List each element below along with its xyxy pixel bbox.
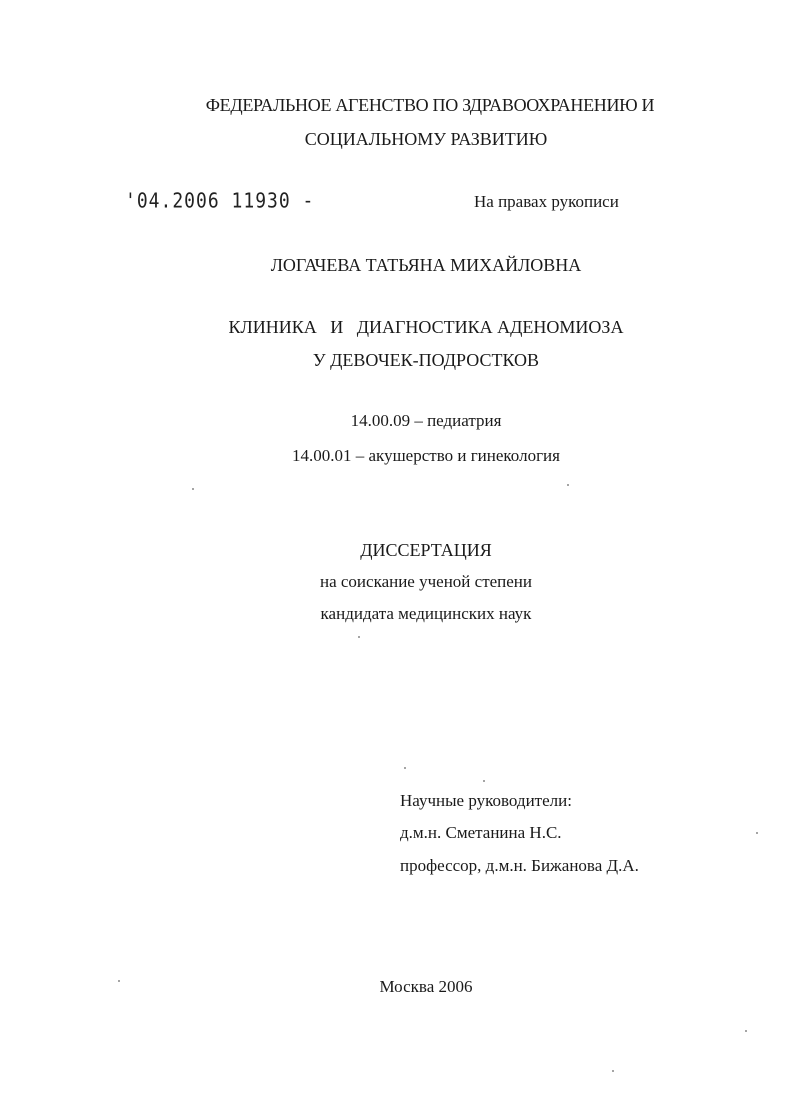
author-name: ЛОГАЧЕВА ТАТЬЯНА МИХАЙЛОВНА bbox=[270, 255, 582, 275]
organization-line-1: ФЕДЕРАЛЬНОЕ АГЕНСТВО ПО ЗДРАВООХРАНЕНИЮ И bbox=[205, 95, 655, 115]
document-type: ДИССЕРТАЦИЯ bbox=[360, 540, 492, 560]
scan-speck bbox=[192, 488, 194, 490]
scan-speck bbox=[118, 980, 120, 982]
degree-line-1: на соискание ученой степени bbox=[319, 572, 533, 591]
degree-line-2: кандидата медицинских наук bbox=[320, 604, 532, 623]
scan-speck bbox=[745, 1030, 747, 1032]
scan-speck bbox=[483, 780, 485, 782]
scan-speck bbox=[756, 832, 758, 834]
city-year: Москва 2006 bbox=[379, 977, 473, 996]
specialty-code-1: 14.00.09 – педиатрия bbox=[350, 411, 502, 430]
specialty-code-2: 14.00.01 – акушерство и гинекология bbox=[292, 446, 560, 465]
dissertation-title-line-1: КЛИНИКА И ДИАГНОСТИКА АДЕНОМИОЗА bbox=[228, 317, 624, 337]
supervisor-1: д.м.н. Сметанина Н.С. bbox=[400, 823, 562, 842]
organization-line-2: СОЦИАЛЬНОМУ РАЗВИТИЮ bbox=[304, 129, 548, 149]
scan-speck bbox=[612, 1070, 614, 1072]
supervisors-heading: Научные руководители: bbox=[400, 791, 572, 810]
supervisor-2: профессор, д.м.н. Бижанова Д.А. bbox=[400, 856, 639, 875]
registry-stamp: '04.2006 11930 - bbox=[125, 189, 315, 214]
manuscript-note: На правах рукописи bbox=[474, 192, 619, 211]
scan-speck bbox=[358, 636, 360, 638]
scan-speck bbox=[567, 484, 569, 486]
scan-speck bbox=[404, 767, 406, 769]
dissertation-title-line-2: У ДЕВОЧЕК-ПОДРОСТКОВ bbox=[312, 350, 540, 370]
